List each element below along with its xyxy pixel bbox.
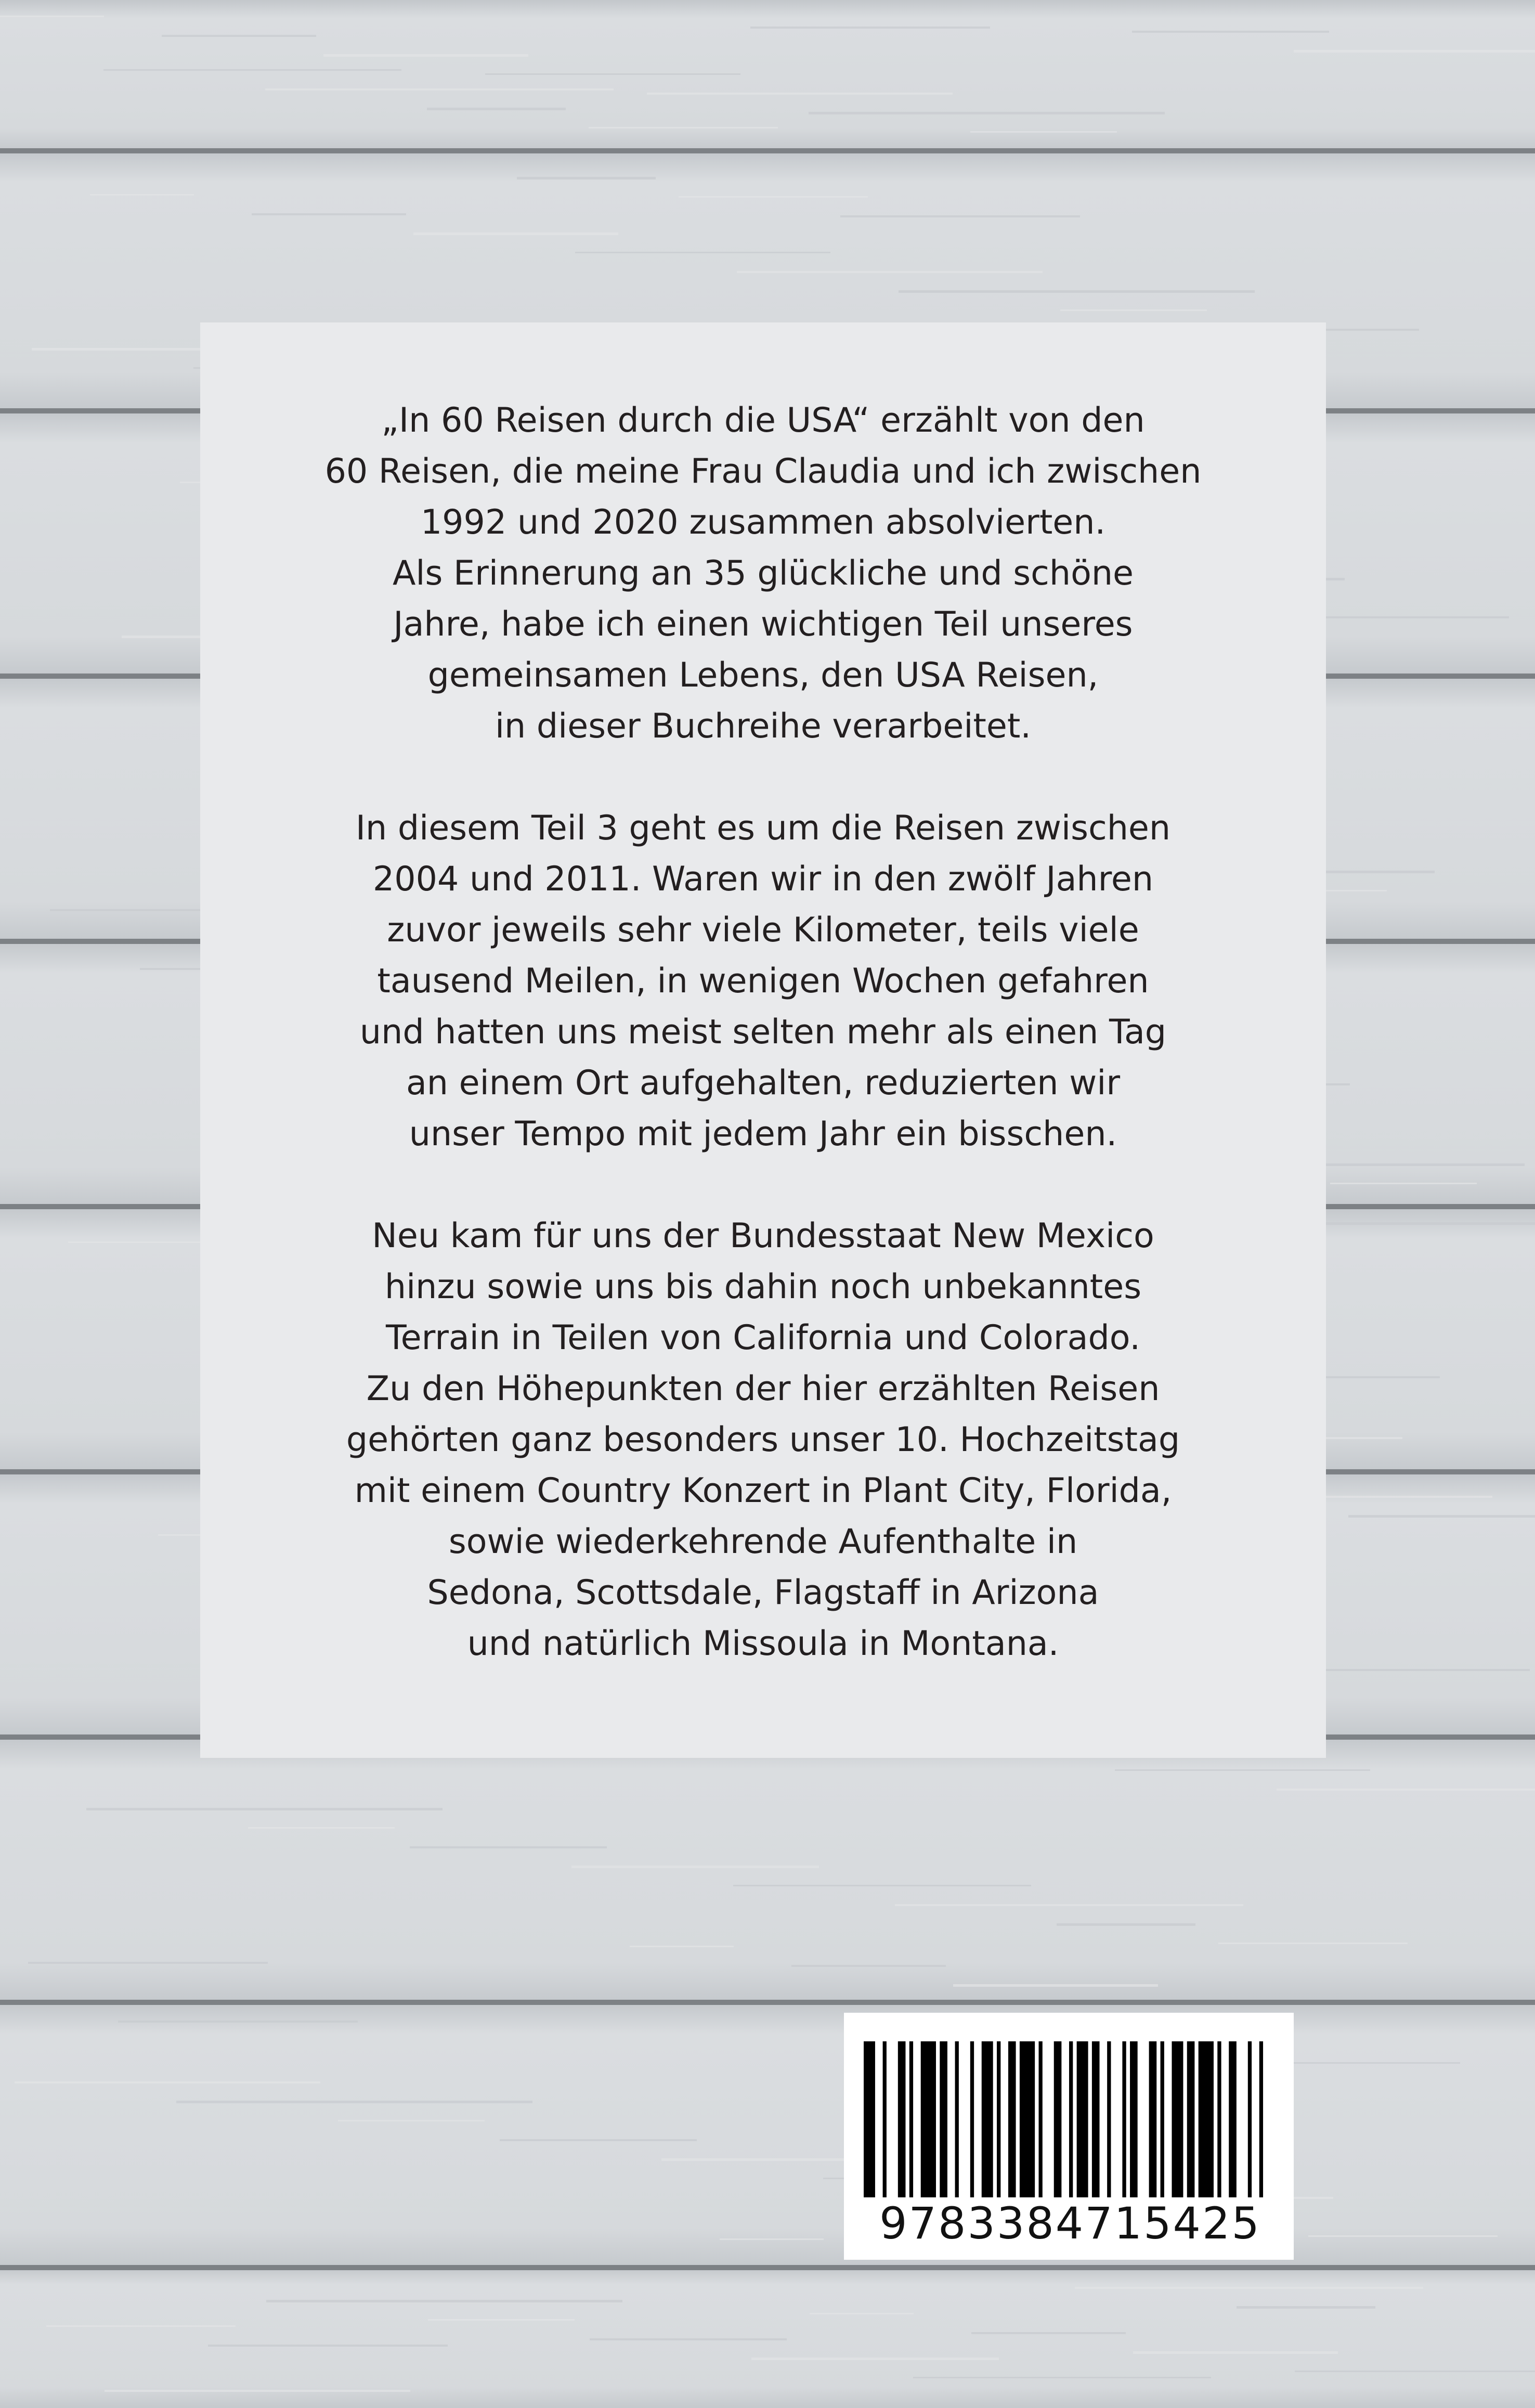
blurb-line: Terrain in Teilen von California und Colorado. — [385, 1318, 1141, 1357]
blurb-line: tausend Meilen, in wenigen Wochen gefahren — [377, 962, 1149, 1001]
blurb-line: hinzu sowie uns bis dahin noch unbekanntes — [384, 1267, 1142, 1306]
isbn-barcode — [844, 2013, 1294, 2260]
blurb-line: Zu den Höhepunkten der hier erzählten Reisen — [366, 1369, 1160, 1408]
blurb-line: Als Erinnerung an 35 glückliche und schöne — [392, 554, 1134, 593]
blurb-line: unser Tempo mit jedem Jahr ein bisschen. — [409, 1115, 1117, 1154]
blurb-line: an einem Ort aufgehalten, reduzierten wir — [406, 1064, 1121, 1103]
blurb-line: in dieser Buchreihe verarbeitet. — [495, 707, 1032, 746]
blurb-line: gemeinsamen Lebens, den USA Reisen, — [427, 656, 1099, 695]
blurb-line: 60 Reisen, die meine Frau Claudia und ich zwischen — [324, 452, 1202, 491]
blurb-panel — [200, 322, 1326, 1758]
blurb-line: und natürlich Missoula in Montana. — [467, 1624, 1059, 1663]
blurb-line: sowie wiederkehrende Aufenthalte in — [448, 1522, 1078, 1561]
blurb-line: Sedona, Scottsdale, Flagstaff in Arizona — [427, 1573, 1099, 1612]
blurb-line: Neu kam für uns der Bundesstaat New Mexico — [372, 1216, 1154, 1255]
blurb-line: 2004 und 2011. Waren wir in den zwölf Jahren — [372, 860, 1154, 899]
blurb-paragraph-2 — [269, 803, 1257, 1160]
blurb-paragraph-3 — [269, 1211, 1257, 1669]
blurb-line: Jahre, habe ich einen wichtigen Teil unseres — [393, 605, 1133, 644]
blurb-paragraph-1 — [269, 395, 1257, 752]
blurb-line: mit einem Country Konzert in Plant City, Florida, — [354, 1471, 1172, 1510]
isbn-number: 9783384715425 — [879, 2198, 1261, 2249]
blurb-line: „In 60 Reisen durch die USA“ erzählt von den — [381, 401, 1145, 440]
blurb-line: In diesem Teil 3 geht es um die Reisen zwischen — [355, 809, 1171, 848]
blurb-line: 1992 und 2020 zusammen absolvierten. — [420, 503, 1106, 542]
blurb-line: gehörten ganz besonders unser 10. Hochzeitstag — [346, 1420, 1180, 1459]
blurb-line: zuvor jeweils sehr viele Kilometer, teils viele — [387, 911, 1139, 950]
blurb-line: und hatten uns meist selten mehr als einen Tag — [359, 1013, 1167, 1052]
barcode-bars — [864, 2041, 1274, 2197]
